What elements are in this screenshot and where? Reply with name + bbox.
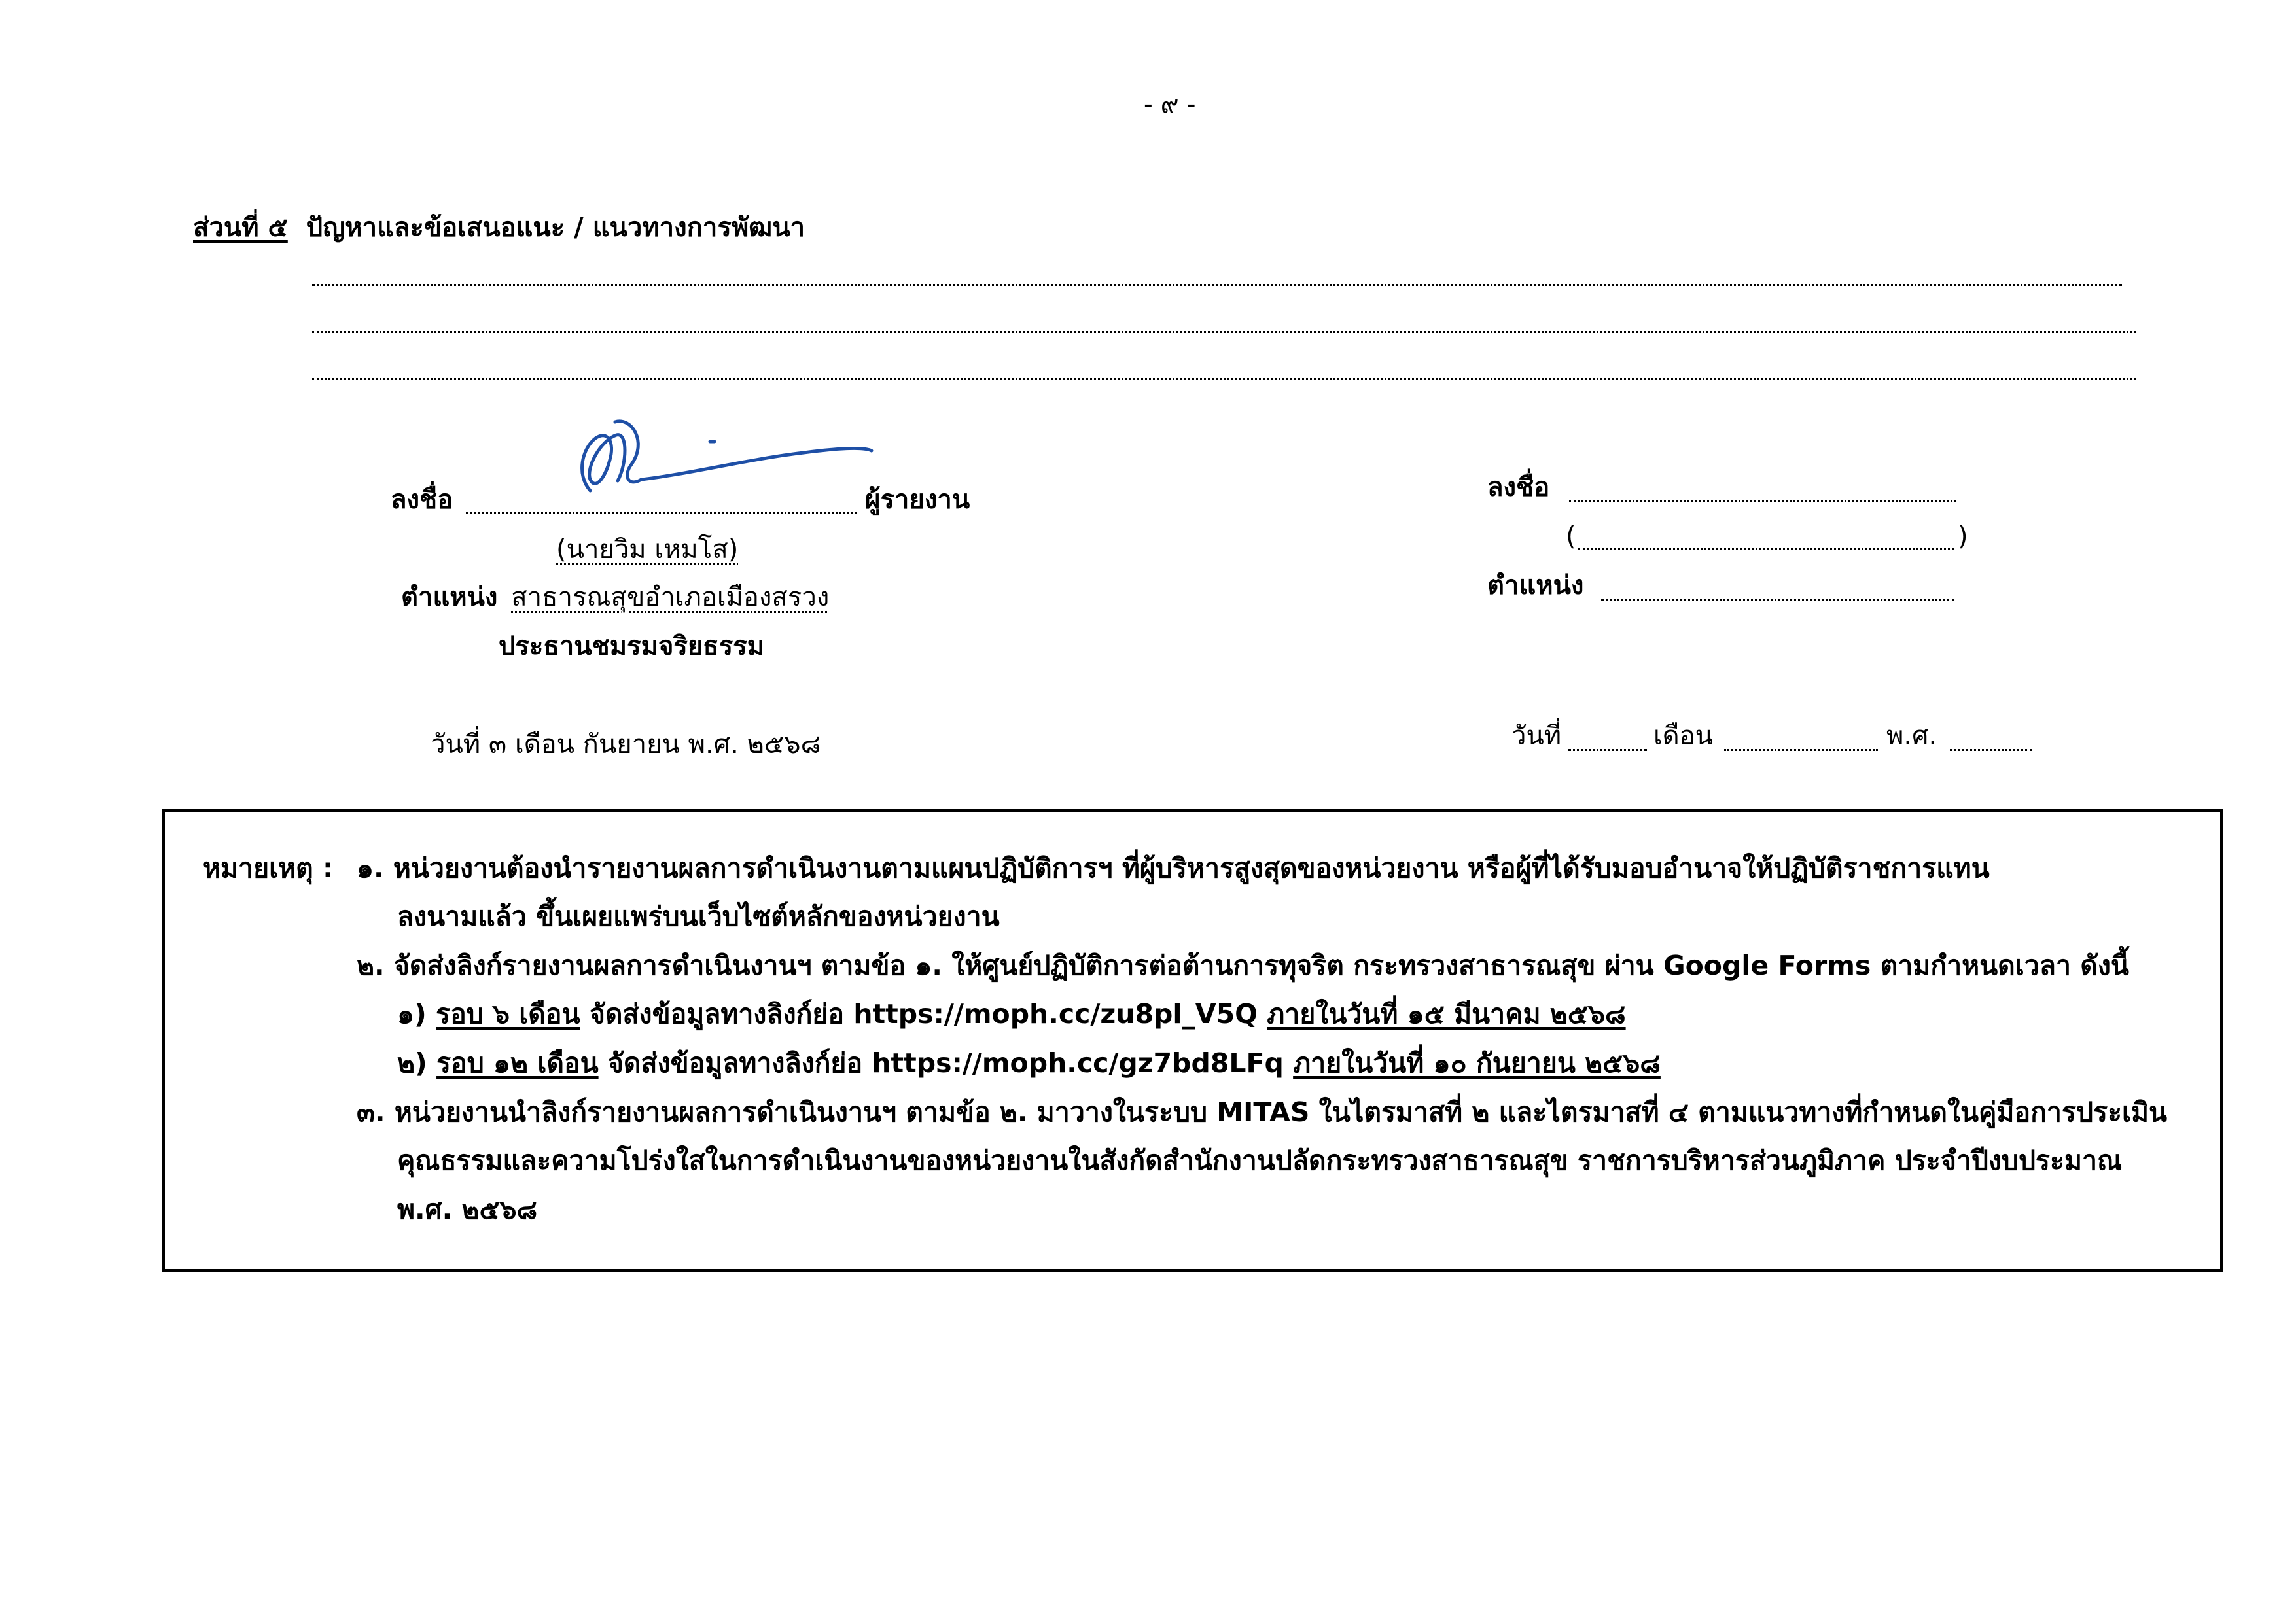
note-sub-1-round: รอบ ๖ เดือน <box>436 998 580 1030</box>
note-sub-1-num: ๑) <box>397 998 427 1030</box>
right-signature-line[interactable] <box>1569 500 1956 502</box>
note-sub-2-text: จัดส่งข้อมูลทางลิงก์ย่อ https://moph.cc/gz7bd8LFq <box>607 1047 1284 1079</box>
section-title: ปัญหาและข้อเสนอแนะ / แนวทางการพัฒนา <box>306 213 805 243</box>
right-date-year-label: พ.ศ. <box>1886 721 1937 751</box>
left-position-label: ตำแหน่ง <box>401 582 498 612</box>
signer-role: ประธานชมรมจริยธรรม <box>499 631 765 661</box>
answer-line-3[interactable] <box>312 378 2136 380</box>
page-number: - ๙ - <box>1144 90 1196 118</box>
right-date-month-line[interactable] <box>1724 749 1878 751</box>
note-item-3-line-1: ๓. หน่วยงานนำลิงก์รายงานผลการดำเนินงานฯ ตามข้อ ๒. มาวางในระบบ MITAS ในไตรมาสที่ ๒ และไตรมาสที่ ๔ ตามแนวทางที่กำหนดในคู่มือการประเมิน <box>357 1096 2168 1128</box>
reporter-label: ผู้รายงาน <box>865 485 970 515</box>
note-item-1-line-1: ๑. หน่วยงานต้องนำรายงานผลการดำเนินงานตามแผนปฏิบัติการฯ ที่ผู้บริหารสูงสุดของหน่วยงาน หรือผู้ที่ได้รับมอบอำนาจให้ปฏิบัติราชการแทน <box>357 852 1990 884</box>
note-item-3-line-2: คุณธรรมและความโปร่งใสในการดำเนินงานของหน่วยงานในสังกัดสำนักงานปลัดกระทรวงสาธารณสุข ราชการบริหารส่วนภูมิภาค ประจำปีงบประมาณ <box>397 1145 2123 1176</box>
notes-heading: หมายเหตุ : <box>203 852 334 884</box>
right-date-day-label: วันที่ <box>1511 721 1562 751</box>
note-sub-1-text: จัดส่งข้อมูลทางลิงก์ย่อ https://moph.cc/zu8pl_V5Q <box>589 998 1258 1030</box>
answer-line-1[interactable] <box>312 284 2122 286</box>
left-date: วันที่ ๓ เดือน กันยายน พ.ศ. ๒๕๖๘ <box>431 729 821 759</box>
note-item-1-line-2: ลงนามแล้ว ขึ้นเผยแพร่บนเว็บไซต์หลักของหน่วยงาน <box>397 901 1000 932</box>
note-sub-2 <box>397 1047 1661 1079</box>
note-sub-2-round: รอบ ๑๒ เดือน <box>436 1047 599 1079</box>
note-item-3-line-3: พ.ศ. ๒๕๖๘ <box>397 1194 538 1225</box>
right-name-line[interactable] <box>1578 548 1954 550</box>
signer-name: (นายวิม เหมโส) <box>556 534 739 565</box>
right-position-label: ตำแหน่ง <box>1487 570 1584 601</box>
section-heading <box>193 215 805 241</box>
note-sub-1-deadline: ภายในวันที่ ๑๕ มีนาคม ๒๕๖๘ <box>1267 998 1626 1030</box>
section-label: ส่วนที่ ๕ <box>193 213 288 243</box>
note-sub-2-num: ๒) <box>397 1047 427 1079</box>
note-sub-1 <box>397 998 1626 1030</box>
right-date-day-line[interactable] <box>1568 749 1647 751</box>
note-item-2-line-1: ๒. จัดส่งลิงก์รายงานผลการดำเนินงานฯ ตามข้อ ๑. ให้ศูนย์ปฏิบัติการต่อต้านการทุจริต กระทรวงสาธารณสุข ผ่าน Google Forms ตามกำหนดเวลา ดังนี้ <box>357 950 2129 981</box>
right-sign-label: ลงชื่อ <box>1487 472 1550 502</box>
left-signature-line[interactable] <box>466 512 857 514</box>
right-date-month-label: เดือน <box>1653 721 1714 751</box>
left-sign-label: ลงชื่อ <box>391 485 453 515</box>
right-position-line[interactable] <box>1601 599 1954 601</box>
answer-line-2[interactable] <box>312 331 2136 333</box>
right-paren-open: ( <box>1566 521 1576 551</box>
left-position <box>401 584 829 610</box>
left-position-value: สาธารณสุขอำเภอเมืองสรวง <box>511 582 830 612</box>
note-sub-2-deadline: ภายในวันที่ ๑๐ กันยายน ๒๕๖๘ <box>1293 1047 1661 1079</box>
right-paren-close: ) <box>1958 521 1968 551</box>
right-date-year-line[interactable] <box>1950 749 2032 751</box>
signature-image <box>550 402 916 507</box>
